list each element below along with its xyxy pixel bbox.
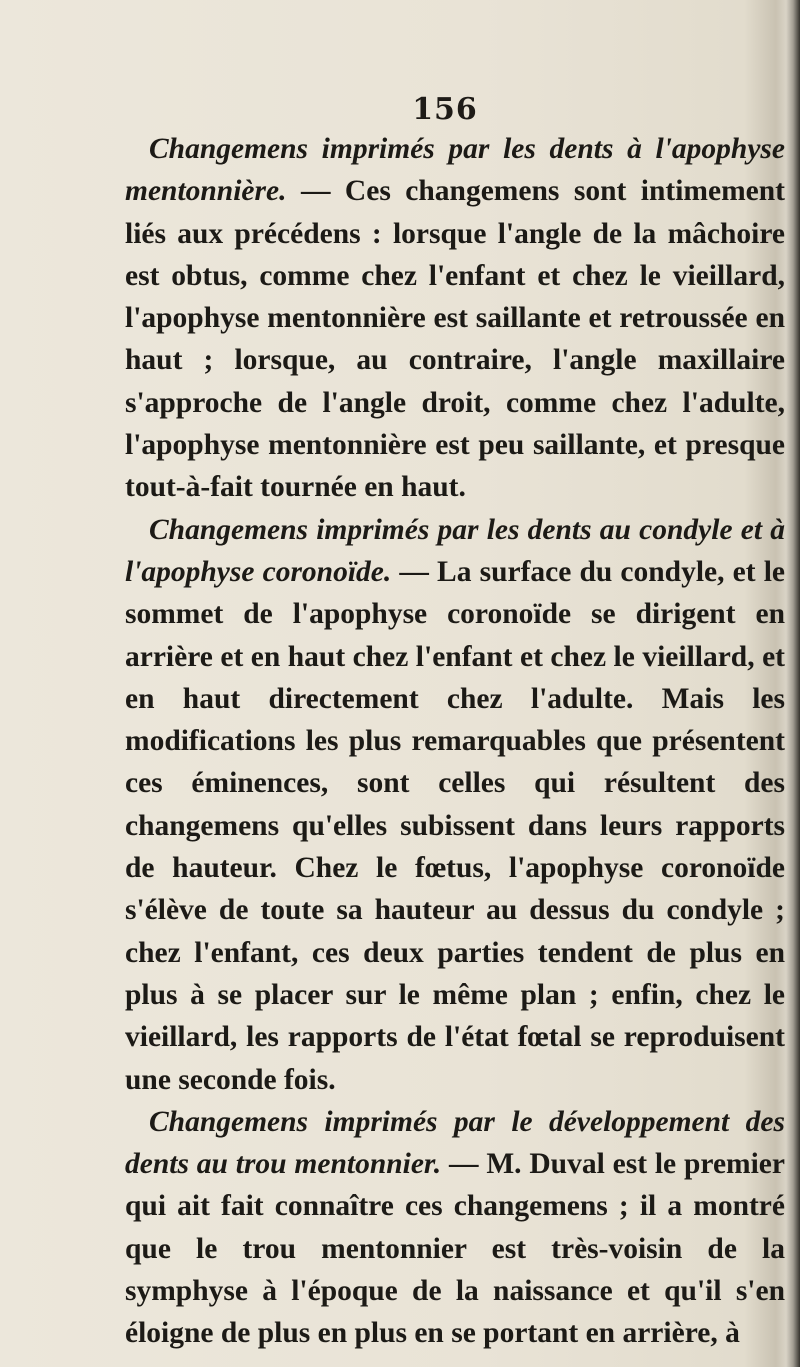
paragraph-trou-mentonnier: [125, 1101, 785, 1355]
paragraph-body: — Ces changemens sont intimement liés aux précédens : lorsque l'angle de la mâchoire est obtus, comme chez l'enfant et chez le vieillard, l'apophyse mentonnière est saillante et retroussée en haut ; lorsque, au contraire, l'angle maxillaire s'approche de l'angle droit, comme chez l'adulte, l'apophyse mentonnière est peu saillante, et presque tout-à-fait tournée en haut.: [125, 175, 785, 504]
body-text: [125, 128, 785, 1355]
section-heading: Changemens imprimés par le développement des dents au trou mentonnier.: [125, 1105, 785, 1181]
paragraph-apophyse-mentonniere: [125, 128, 785, 509]
paragraph-body: — La surface du condyle, et le sommet de l'apophyse coronoïde se dirigent en arrière et en haut chez l'enfant et chez le vieillard, et en haut directement chez l'adulte. Mais les modifications les plus remarquables que présentent ces éminences, sont celles qui résultent des changemens qu'elles subissent dans leurs rapports de hauteur. Chez le fœtus, l'apophyse coronoïde s'élève de toute sa hauteur au dessus du condyle ; chez l'enfant, ces deux parties tendent de plus en plus à se placer sur le même plan ; enfin, chez le vieillard, les rapports de l'état fœtal se reproduisent une seconde fois.: [125, 555, 785, 1096]
section-heading: Changemens imprimés par les dents au condyle et à l'apophyse coronoïde.: [125, 513, 785, 588]
paragraph-condyle-coronoide: [125, 509, 785, 1101]
page-edge-shadow: [786, 0, 800, 1367]
section-heading: Changemens imprimés par les dents à l'apophyse mentonnière.: [125, 133, 785, 208]
paragraph-body: — M. Duval est le premier qui ait fait connaître ces changemens ; il a montré que le trou mentonnier est très-voisin de la symphyse à l'époque de la naissance et qu'il s'en éloigne de plus en plus en se portant en arrière, à: [125, 1148, 785, 1350]
page-number: 156: [412, 92, 478, 127]
